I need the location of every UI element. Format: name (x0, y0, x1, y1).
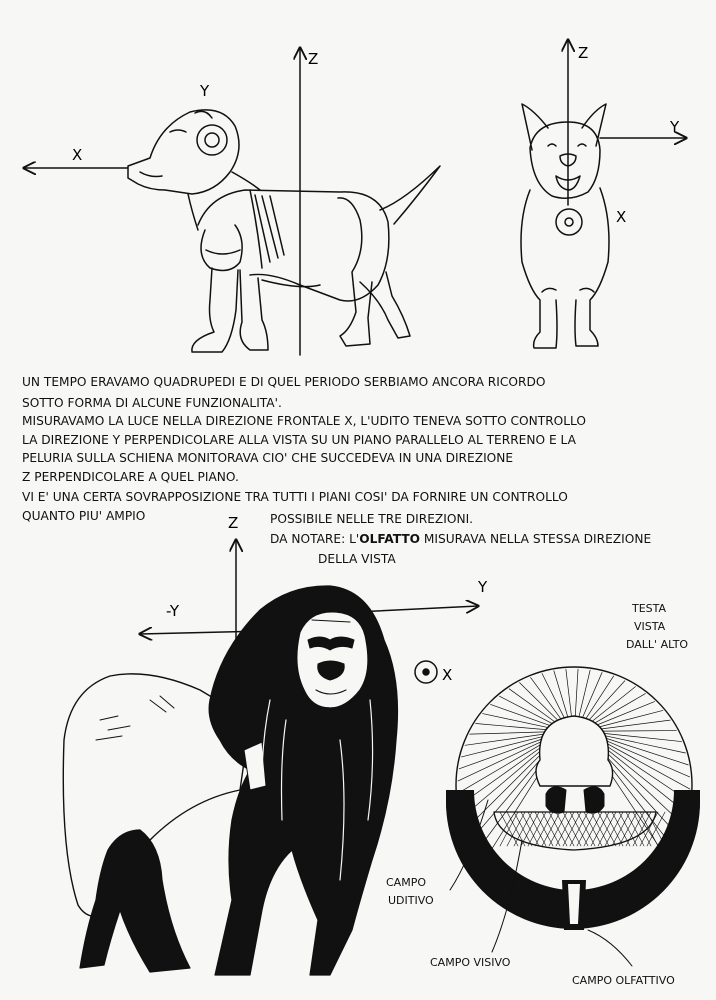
gorilla-drawing (63, 540, 478, 975)
dog-side-x-label: X (72, 146, 83, 164)
gorilla-x-label: X (442, 666, 453, 684)
paragraph-line: Z PERPENDICOLARE A QUEL PIANO. (22, 470, 239, 484)
note-bold-word: OLFATTO (359, 532, 421, 546)
note-prefix: DA NOTARE: L' (270, 532, 360, 546)
gorilla-neg-y-label: -Y (166, 602, 180, 620)
dog-side-y-label: Y (200, 82, 210, 100)
head-title-line: TESTA (632, 602, 667, 615)
note-line (270, 532, 651, 546)
explanation-paragraph (22, 375, 651, 566)
gorilla-x-axis-symbol (415, 661, 437, 683)
gorilla-y-axis (356, 606, 478, 612)
dog-front-y-label: Y (670, 118, 680, 136)
paragraph-line: LA DIREZIONE Y PERPENDICOLARE ALLA VISTA SU UN PIANO PARALLELO AL TERRENO E LA (22, 433, 576, 447)
dog-front-x-label: X (616, 208, 627, 226)
head-title-line: DALL' ALTO (626, 638, 689, 651)
paragraph-line: UN TEMPO ERAVAMO QUADRUPEDI E DI QUEL PERIODO SERBIAMO ANCORA RICORDO (22, 375, 546, 389)
smell-field-label: CAMPO OLFATTIVO (572, 974, 675, 987)
gorilla-y-label: Y (478, 578, 488, 596)
paragraph-line: SOTTO FORMA DI ALCUNE FUNZIONALITA'. (22, 396, 282, 410)
dog-front-view (521, 40, 686, 348)
head-title-line: VISTA (634, 620, 666, 633)
paragraph-line: QUANTO PIU' AMPIO (22, 509, 146, 523)
head-diagram-labels (386, 602, 688, 987)
dog-side-z-label: Z (308, 50, 319, 68)
hearing-field-label: CAMPO (386, 876, 426, 889)
gorilla-z-label: Z (228, 514, 239, 532)
dog-side-view (24, 48, 440, 355)
paragraph-line: VI E' UNA CERTA SOVRAPPOSIZIONE TRA TUTTI I PIANI COSI' DA FORNIRE UN CONTROLLO (22, 490, 568, 504)
vision-field-hatch (500, 812, 665, 846)
vision-field-label: CAMPO VISIVO (430, 956, 511, 969)
paragraph-line: MISURAVAMO LA LUCE NELLA DIREZIONE FRONTALE X, L'UDITO TENEVA SOTTO CONTROLLO (22, 414, 587, 428)
paragraph-line: POSSIBILE NELLE TRE DIREZIONI. (270, 512, 474, 526)
note-suffix: MISURAVA NELLA STESSA DIREZIONE (420, 532, 652, 546)
note-line-2: DELLA VISTA (318, 552, 396, 566)
dog-front-z-label: Z (578, 44, 589, 62)
head-top-view-diagram (446, 667, 700, 966)
hearing-field-label: UDITIVO (388, 894, 434, 907)
paragraph-line: PELURIA SULLA SCHIENA MONITORAVA CIO' CHE SUCCEDEVA IN UNA DIREZIONE (22, 451, 514, 465)
